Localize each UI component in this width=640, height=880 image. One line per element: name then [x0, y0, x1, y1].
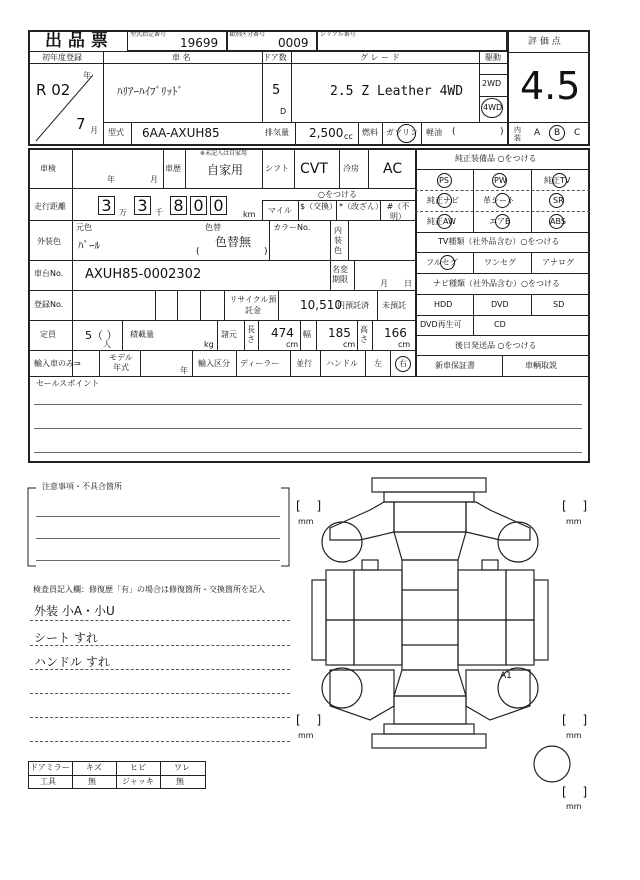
equip-aw: 純正AW	[427, 217, 456, 226]
orig-color-label: 元色	[76, 223, 92, 232]
drive-label: 駆動	[485, 53, 501, 62]
equip-navi: 純正ナビ	[427, 196, 459, 205]
car-name-label: 車 名	[172, 53, 191, 62]
shaken-label: 車検	[40, 164, 56, 173]
legend-h3: ヒビ	[130, 763, 146, 772]
mileage-label: 走行距離	[34, 202, 66, 211]
handle-label: ハンドル	[326, 359, 358, 368]
form-title: 出 品 票	[45, 31, 108, 51]
handle-right-circle	[395, 356, 411, 372]
name-change-label: 名変期限	[332, 265, 348, 284]
exterior-value: ﾊﾟｰﾙ	[78, 239, 100, 252]
first-reg-era: R 02	[36, 81, 71, 99]
length-unit: cm	[286, 340, 299, 349]
type-approval-value: 19699	[180, 36, 219, 50]
model-year-label: モデル年式	[109, 353, 133, 372]
note-line-1: 外装 小A・小U	[34, 604, 115, 618]
fuel-gasoline-circle	[397, 124, 416, 143]
name-change-month: 月	[380, 279, 388, 288]
import-parallel: 並行	[296, 359, 312, 368]
handle-left: 左	[374, 359, 382, 368]
first-reg-month: 7	[76, 115, 86, 133]
interior-label: 内装	[514, 126, 521, 142]
mileage-sen: 千	[155, 208, 163, 217]
legend-h1: ドアミラー	[30, 763, 70, 772]
mileage-digit-5: 0	[210, 196, 227, 215]
first-reg-month-unit: 月	[90, 126, 98, 135]
color-changed: 色替無	[215, 235, 252, 249]
equip-pw: PW	[494, 176, 507, 185]
equip-ps: PS	[439, 176, 449, 185]
shaken-year: 年	[107, 175, 115, 184]
mile-label: マイル	[268, 206, 292, 215]
mileage-digit-3: 8	[170, 196, 187, 215]
legend-v1: 工具	[40, 777, 56, 786]
doors-value: 5	[272, 83, 281, 98]
category-label: 類別区分番号	[229, 31, 266, 38]
displacement-value: 2,500	[309, 126, 344, 140]
grade-value: 2.5 Z Leather 4WD	[330, 84, 464, 99]
navi-dvd: DVD	[491, 300, 509, 309]
legend-v4: 無	[176, 777, 184, 786]
chassis-label: 車台No.	[34, 269, 64, 278]
navi-title: ナビ種類（社外品含む）○をつける	[433, 279, 560, 288]
doors-label: ドア数	[263, 53, 287, 62]
interior-grade-a: A	[534, 128, 541, 138]
navi-hdd: HDD	[434, 300, 453, 309]
mileage-unknown: #（不明）	[386, 202, 410, 221]
shift-value: CVT	[300, 161, 328, 177]
mileage-unit: km	[243, 210, 256, 219]
drive-4wd-circle	[481, 98, 503, 118]
color-no-label: 色替	[205, 223, 221, 232]
first-reg-year-unit: 年	[83, 71, 91, 80]
cooling-value: AC	[383, 161, 403, 177]
equip-sr: SR	[553, 196, 564, 205]
cd-label: CD	[494, 320, 506, 329]
equip-abs-circle	[549, 214, 564, 229]
damage-mark-a1: A1	[500, 671, 512, 681]
tv-oneseg: ワンセグ	[484, 258, 516, 267]
recycle-value: 10,510	[300, 298, 342, 312]
length-label: 長さ	[247, 325, 255, 344]
bracket-front-right: [ ]	[562, 499, 594, 513]
later-manual: 車輌取説	[525, 361, 557, 370]
equip-pw-circle	[492, 173, 507, 188]
name-change-day: 日	[404, 279, 412, 288]
equip-leather-circle	[495, 193, 510, 208]
dims-label: 諸元	[221, 330, 237, 339]
bracket-rear-left: [ ]	[296, 713, 328, 727]
notes-label: 注意事項・不具合箇所	[42, 482, 122, 491]
fuel-bracket: (	[452, 127, 456, 137]
height-value: 166	[384, 326, 407, 340]
interior-grade-b: B	[554, 128, 561, 138]
capacity-label: 定員	[40, 330, 56, 339]
dvd-playback: DVD再生可	[420, 320, 462, 329]
drive-2wd: 2WD	[482, 79, 502, 88]
inspector-label: 検査員記入欄：修復歴「有」の場合は修復箇所・交換箇所を記入	[33, 585, 265, 594]
equip-airbag: エアB	[489, 217, 511, 226]
sales-point-label: セールスポイント	[36, 379, 100, 388]
score-value: 4.5	[520, 64, 581, 108]
import-label: 輸入車のみ⇒	[34, 359, 81, 368]
equip-ps-circle	[437, 173, 452, 188]
history-value: 自家用	[207, 163, 244, 177]
model-label: 型式	[108, 128, 124, 137]
legend-h2: キズ	[86, 763, 102, 772]
import-dealer: ディーラー	[240, 359, 280, 368]
cooling-label: 冷房	[343, 164, 359, 173]
tv-title: TV種類（社外品含む）○をつける	[438, 237, 560, 246]
interior-grade-b-circle	[549, 125, 565, 141]
equip-tv-circle	[552, 173, 567, 188]
mileage-altered: *（改ざん）	[339, 202, 383, 211]
height-unit: cm	[398, 340, 411, 349]
model-year-unit: 年	[180, 366, 188, 375]
recycle-unpaid: 未預託	[382, 301, 406, 310]
chassis-value: AXUH85-0002302	[85, 267, 202, 282]
equip-sr-circle	[549, 193, 564, 208]
recycle-status: 円預託済	[337, 301, 369, 310]
category-value: 0009	[278, 36, 309, 50]
mm-rear-left: mm	[298, 731, 314, 740]
tv-fullseg: フルセグ	[426, 258, 458, 267]
car-damage-diagram	[300, 470, 590, 800]
type-approval-label: 型式指定番号	[130, 31, 167, 38]
notes-bracket	[26, 486, 291, 568]
later-warranty: 新車保証書	[435, 361, 475, 370]
interior-grade-c: C	[574, 128, 581, 138]
bracket-front-left: [ ]	[296, 499, 328, 513]
later-title: 後日発送品 ○をつける	[455, 341, 537, 350]
fuel-label: 燃料	[362, 128, 378, 137]
mm-front-left: mm	[298, 517, 314, 526]
shaken-month: 月	[150, 175, 158, 184]
shift-label: シフト	[265, 164, 289, 173]
mm-front-right: mm	[566, 517, 582, 526]
tv-analog: アナログ	[542, 258, 574, 267]
capacity-value: 5（ ）	[85, 329, 118, 342]
equip-tv: 純正TV	[544, 176, 571, 185]
mileage-exchange: $（交換）	[300, 202, 338, 211]
bracket-rear-right: [ ]	[562, 713, 594, 727]
height-label: 高さ	[360, 325, 368, 344]
fuel-gasoline: ガソリン	[386, 128, 418, 137]
mm-spare: mm	[566, 802, 582, 811]
equip-navi-circle	[437, 193, 452, 208]
displacement-unit: cc	[344, 132, 353, 141]
first-reg-label: 初年度登録	[42, 53, 82, 62]
equip-leather: 革シート	[483, 196, 515, 205]
bracket-spare: [ ]	[562, 785, 594, 799]
width-unit: cm	[343, 340, 356, 349]
exterior-label: 外装色	[37, 237, 61, 246]
drive-4wd: 4WD	[483, 103, 503, 112]
history-note: ※未記入は自家用	[200, 150, 248, 157]
legend-h4: ワレ	[174, 763, 190, 772]
equip-airbag-circle	[495, 214, 510, 229]
load-label: 積載量	[130, 330, 154, 339]
tv-fullseg-circle	[440, 255, 455, 270]
navi-sd: SD	[553, 300, 565, 309]
equipment-title: 純正装備品 ○をつける	[455, 154, 537, 163]
mm-rear-right: mm	[566, 731, 582, 740]
mileage-digit-4: 0	[190, 196, 207, 215]
car-name-value: ﾊﾘｱｰﾊｲﾌﾞﾘｯﾄﾞ	[117, 85, 183, 98]
width-value: 185	[328, 326, 351, 340]
length-value: 474	[271, 326, 294, 340]
interior-color-label: 内装色	[334, 226, 342, 255]
width-label: 幅	[303, 330, 311, 339]
handle-right: 右	[399, 359, 407, 368]
color-no: カラーNo.	[273, 223, 311, 232]
equip-abs: ABS	[550, 217, 566, 226]
legend-v2: 無	[88, 777, 96, 786]
mileage-digit-1: 3	[98, 196, 115, 215]
reg-no-label: 登録No.	[34, 300, 64, 309]
capacity-unit: 人	[103, 340, 111, 349]
equip-aw-circle	[437, 214, 452, 229]
mileage-circle-note: ○をつける	[318, 190, 357, 199]
fuel-diesel: 軽油	[426, 128, 442, 137]
history-label: 車歴	[165, 164, 181, 173]
load-unit: kg	[204, 340, 214, 349]
doors-suffix: D	[280, 107, 287, 116]
mileage-man: 万	[119, 208, 127, 217]
serial-label: シリアル番号	[320, 31, 356, 38]
note-line-2: シート すれ	[34, 631, 98, 645]
displacement-label: 排気量	[265, 128, 289, 137]
import-type-label: 輸入区分	[198, 359, 230, 368]
mileage-digit-2: 3	[134, 196, 151, 215]
model-value: 6AA-AXUH85	[142, 126, 220, 140]
grade-label: グ レ ー ド	[360, 53, 400, 62]
score-label: 評 価 点	[528, 37, 561, 47]
recycle-label: リサイクル預託金	[229, 295, 277, 315]
note-line-3: ハンドル すれ	[34, 655, 110, 669]
legend-v3: ジャッキ	[122, 777, 154, 786]
